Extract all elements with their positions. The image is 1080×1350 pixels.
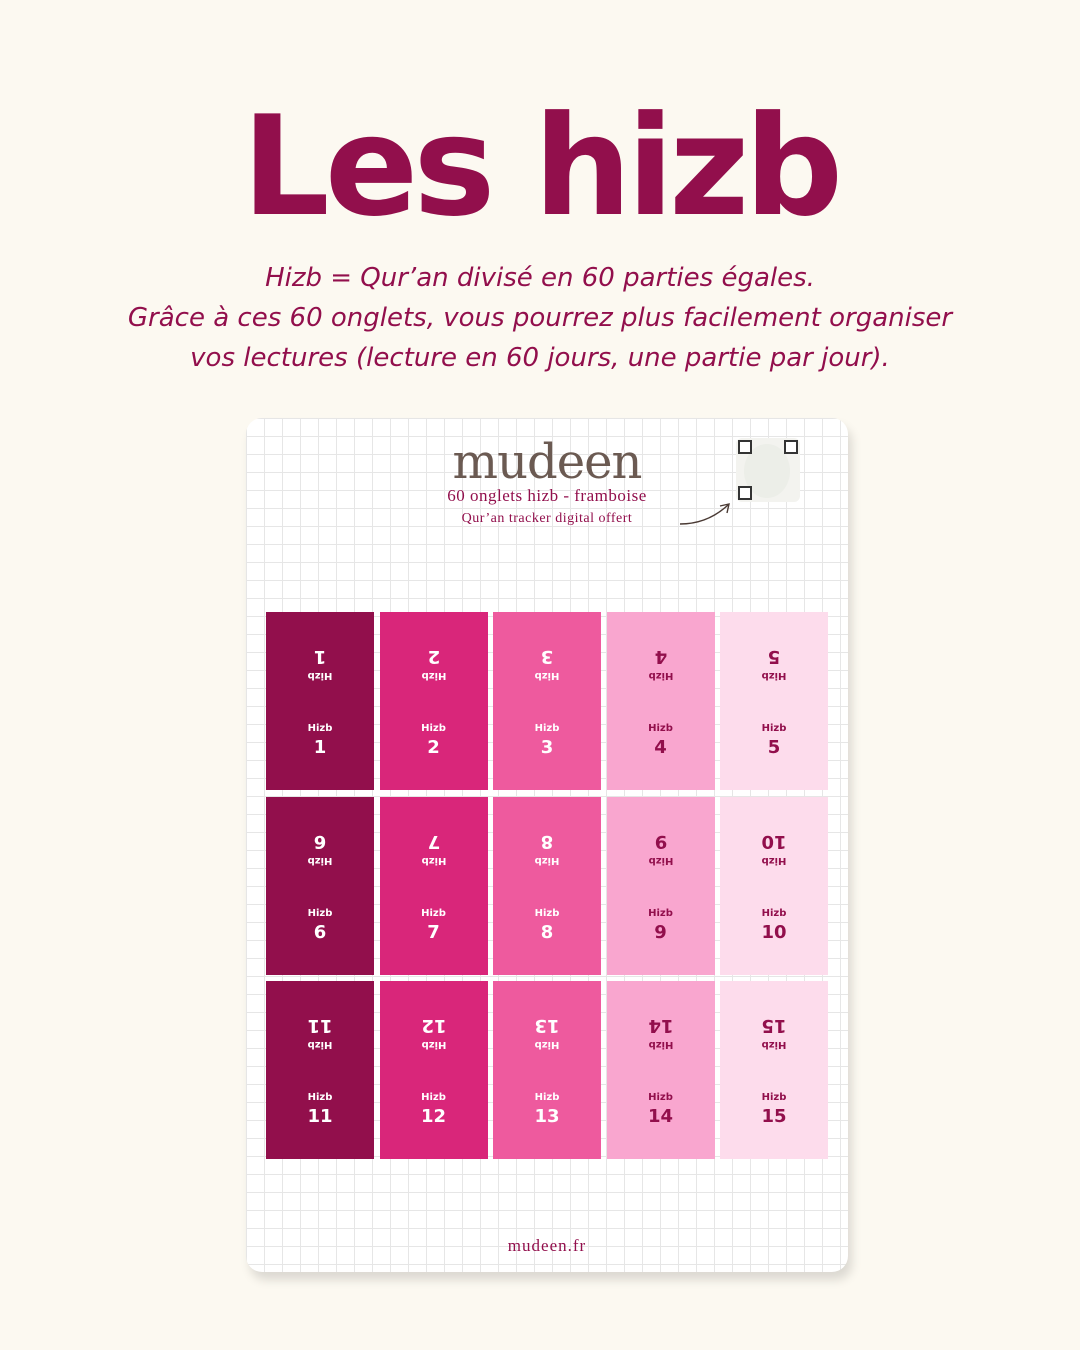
tab-lower-label <box>493 1091 601 1139</box>
qr-code-icon[interactable] <box>736 438 800 502</box>
tab-upper-label <box>720 634 828 682</box>
tab-upper-label <box>607 819 715 867</box>
tab-label: Hizb <box>534 723 560 734</box>
arrow-icon <box>678 500 734 528</box>
tab-upper-label <box>380 1003 488 1051</box>
tab-number: 14 <box>647 1106 674 1127</box>
tab-label: Hizb <box>421 670 446 681</box>
tab-label: Hizb <box>648 1039 673 1050</box>
sheet-subtitle: 60 onglets hizb - framboise <box>447 486 647 505</box>
tab-lower-label <box>266 1091 374 1139</box>
tab-lower-label <box>720 907 828 955</box>
hizb-tab <box>607 612 715 790</box>
tab-number: 6 <box>313 830 327 852</box>
tab-number: 9 <box>654 830 667 852</box>
tab-number: 13 <box>534 1015 560 1036</box>
hizb-tab <box>266 981 374 1159</box>
hizb-tab <box>380 797 488 975</box>
qr-corner <box>738 486 752 500</box>
tab-label: Hizb <box>307 1039 333 1050</box>
tab-number: 1 <box>313 737 327 758</box>
tab-number: 7 <box>427 921 440 943</box>
tab-label: Hizb <box>307 1092 333 1103</box>
tab-label: Hizb <box>648 1092 673 1103</box>
tab-number: 6 <box>313 921 327 943</box>
tab-number: 9 <box>654 921 667 943</box>
tab-lower-label <box>607 1091 715 1139</box>
tab-number: 3 <box>540 737 554 758</box>
tab-label: Hizb <box>534 670 560 681</box>
tab-upper-label <box>493 819 601 867</box>
page-subtitle <box>40 258 1040 378</box>
tab-lower-label <box>607 722 715 770</box>
tab-number: 7 <box>427 830 440 852</box>
hizb-tab <box>493 981 601 1159</box>
tab-label: Hizb <box>761 1092 787 1103</box>
tab-number: 5 <box>767 646 781 667</box>
tab-grid <box>266 612 828 1162</box>
tab-number: 13 <box>534 1106 560 1127</box>
tab-label: Hizb <box>421 723 446 734</box>
hizb-tab <box>720 797 828 975</box>
tab-label: Hizb <box>421 1092 446 1103</box>
tab-upper-label <box>720 819 828 867</box>
sticker-sheet <box>246 418 848 1272</box>
tab-lower-label <box>493 907 601 955</box>
tab-number: 4 <box>654 646 667 667</box>
tab-number: 15 <box>761 1106 787 1127</box>
tab-number: 11 <box>307 1015 333 1036</box>
sheet-footer: mudeen.fr <box>507 1236 587 1255</box>
subtitle-line: vos lectures (lecture en 60 jours, une partie par jour). <box>190 343 890 373</box>
tab-upper-label <box>266 634 374 682</box>
subtitle-line: Hizb = Qur’an divisé en 60 parties égales. <box>265 263 815 293</box>
tab-number: 8 <box>540 830 554 852</box>
tab-number: 8 <box>540 921 554 943</box>
tab-number: 10 <box>761 830 787 852</box>
tab-lower-label <box>493 722 601 770</box>
tab-number: 2 <box>427 646 440 667</box>
tab-label: Hizb <box>648 723 673 734</box>
tab-label: Hizb <box>761 854 787 866</box>
brand-logo: mudeen <box>452 434 642 490</box>
tab-label: Hizb <box>307 723 333 734</box>
tab-label: Hizb <box>648 670 673 681</box>
tab-number: 4 <box>654 737 667 758</box>
tab-number: 12 <box>420 1015 447 1036</box>
hizb-tab <box>607 797 715 975</box>
qr-corner <box>784 440 798 454</box>
tab-lower-label <box>720 1091 828 1139</box>
hizb-tab <box>380 981 488 1159</box>
tab-number: 5 <box>767 737 781 758</box>
tab-label: Hizb <box>534 1092 560 1103</box>
tab-label: Hizb <box>648 907 673 919</box>
tab-label: Hizb <box>761 723 787 734</box>
tab-lower-label <box>266 907 374 955</box>
tab-upper-label <box>720 1003 828 1051</box>
tab-number: 15 <box>761 1015 787 1036</box>
tab-label: Hizb <box>761 907 787 919</box>
tab-lower-label <box>380 1091 488 1139</box>
tab-label: Hizb <box>307 670 333 681</box>
page-title: Les hizb <box>241 86 839 247</box>
tab-lower-label <box>380 722 488 770</box>
tab-label: Hizb <box>307 854 333 866</box>
tab-label: Hizb <box>534 1039 560 1050</box>
tab-label: Hizb <box>421 1039 446 1050</box>
qr-corner <box>738 440 752 454</box>
tab-upper-label <box>380 634 488 682</box>
tab-label: Hizb <box>534 907 560 919</box>
tab-number: 12 <box>420 1106 447 1127</box>
tab-label: Hizb <box>421 854 446 866</box>
hizb-tab <box>720 612 828 790</box>
hizb-tab <box>607 981 715 1159</box>
hizb-tab <box>380 612 488 790</box>
sheet-tagline: Qur’an tracker digital offert <box>461 511 633 526</box>
tab-label: Hizb <box>648 854 673 866</box>
tab-number: 2 <box>427 737 440 758</box>
tab-upper-label <box>607 1003 715 1051</box>
tab-label: Hizb <box>761 670 787 681</box>
tab-upper-label <box>607 634 715 682</box>
hizb-tab <box>266 797 374 975</box>
tab-number: 1 <box>313 646 327 667</box>
tab-lower-label <box>607 907 715 955</box>
tab-number: 11 <box>307 1106 333 1127</box>
tab-lower-label <box>720 722 828 770</box>
hizb-tab <box>493 797 601 975</box>
tab-upper-label <box>266 819 374 867</box>
tab-upper-label <box>493 634 601 682</box>
hizb-tab <box>720 981 828 1159</box>
tab-label: Hizb <box>421 907 446 919</box>
subtitle-line: Grâce à ces 60 onglets, vous pourrez plus facilement organiser <box>127 303 953 333</box>
tab-number: 10 <box>761 921 787 943</box>
hizb-tab <box>266 612 374 790</box>
tab-number: 14 <box>647 1015 674 1036</box>
tab-upper-label <box>266 1003 374 1051</box>
tab-label: Hizb <box>534 854 560 866</box>
tab-upper-label <box>380 819 488 867</box>
tab-upper-label <box>493 1003 601 1051</box>
tab-number: 3 <box>540 646 554 667</box>
tab-lower-label <box>380 907 488 955</box>
tab-label: Hizb <box>761 1039 787 1050</box>
hizb-tab <box>493 612 601 790</box>
tab-lower-label <box>266 722 374 770</box>
tab-label: Hizb <box>307 907 333 919</box>
